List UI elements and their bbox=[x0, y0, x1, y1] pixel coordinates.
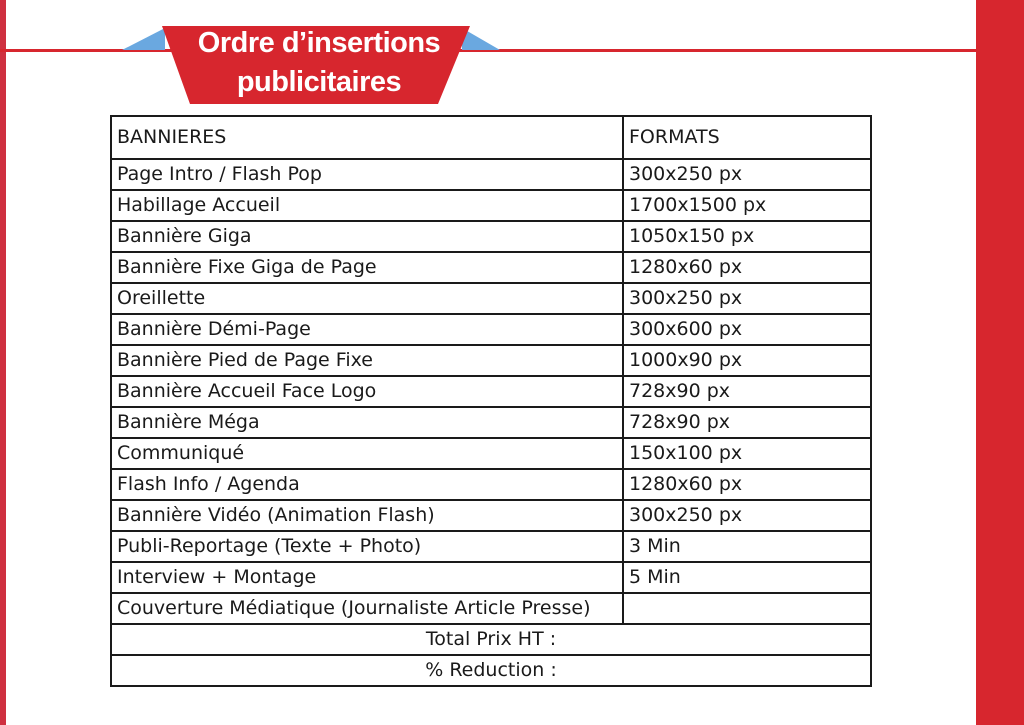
page-title bbox=[186, 24, 452, 102]
banner-name-cell: Bannière Méga bbox=[111, 407, 623, 438]
table-row bbox=[111, 159, 871, 190]
banner-format-cell: 728x90 px bbox=[623, 407, 871, 438]
ad-formats-table bbox=[110, 115, 872, 687]
banner-format-cell: 1280x60 px bbox=[623, 252, 871, 283]
banner-name-cell: Flash Info / Agenda bbox=[111, 469, 623, 500]
banner-format-cell: 150x100 px bbox=[623, 438, 871, 469]
banner-format-cell bbox=[623, 593, 871, 624]
banner-format-cell: 300x600 px bbox=[623, 314, 871, 345]
banner-name-cell: Communiqué bbox=[111, 438, 623, 469]
reduction-label: % Reduction : bbox=[111, 655, 871, 686]
table-row bbox=[111, 314, 871, 345]
page-title-line-2: publicitaires bbox=[236, 66, 402, 98]
table-row bbox=[111, 562, 871, 593]
right-red-band bbox=[976, 0, 1024, 725]
total-price-row bbox=[111, 624, 871, 655]
banner-format-cell: 300x250 px bbox=[623, 283, 871, 314]
banner-format-cell: 1280x60 px bbox=[623, 469, 871, 500]
table-row bbox=[111, 438, 871, 469]
table-row bbox=[111, 252, 871, 283]
banner-format-cell: 300x250 px bbox=[623, 159, 871, 190]
table-row bbox=[111, 221, 871, 252]
table-row bbox=[111, 407, 871, 438]
total-price-label: Total Prix HT : bbox=[111, 624, 871, 655]
banner-format-cell: 300x250 px bbox=[623, 500, 871, 531]
table-row bbox=[111, 531, 871, 562]
banner-name-cell: Page Intro / Flash Pop bbox=[111, 159, 623, 190]
banner-name-cell: Bannière Giga bbox=[111, 221, 623, 252]
banner-format-cell: 5 Min bbox=[623, 562, 871, 593]
banner-format-cell: 1700x1500 px bbox=[623, 190, 871, 221]
banner-name-cell: Bannière Pied de Page Fixe bbox=[111, 345, 623, 376]
banner-name-cell: Habillage Accueil bbox=[111, 190, 623, 221]
banner-name-cell: Bannière Fixe Giga de Page bbox=[111, 252, 623, 283]
table-row bbox=[111, 190, 871, 221]
table-row bbox=[111, 345, 871, 376]
banner-format-cell: 728x90 px bbox=[623, 376, 871, 407]
banner-name-cell: Bannière Démi-Page bbox=[111, 314, 623, 345]
reduction-row bbox=[111, 655, 871, 686]
table-row bbox=[111, 283, 871, 314]
banner-name-cell: Oreillette bbox=[111, 283, 623, 314]
banner-name-cell: Couverture Médiatique (Journaliste Article Presse) bbox=[111, 593, 623, 624]
banner-format-cell: 1050x150 px bbox=[623, 221, 871, 252]
banner-name-cell: Bannière Vidéo (Animation Flash) bbox=[111, 500, 623, 531]
banner-format-cell: 3 Min bbox=[623, 531, 871, 562]
table-row bbox=[111, 469, 871, 500]
banner-name-cell: Publi-Reportage (Texte + Photo) bbox=[111, 531, 623, 562]
table-row bbox=[111, 500, 871, 531]
table-row bbox=[111, 593, 871, 624]
ribbon-fold-left bbox=[122, 28, 165, 50]
column-header-formats: FORMATS bbox=[623, 116, 871, 159]
banner-name-cell: Bannière Accueil Face Logo bbox=[111, 376, 623, 407]
table-header-row bbox=[111, 116, 871, 159]
column-header-banners: BANNIERES bbox=[111, 116, 623, 159]
page-title-line-1: Ordre d’insertions bbox=[197, 27, 441, 59]
banner-format-cell: 1000x90 px bbox=[623, 345, 871, 376]
banner-name-cell: Interview + Montage bbox=[111, 562, 623, 593]
table-row bbox=[111, 376, 871, 407]
